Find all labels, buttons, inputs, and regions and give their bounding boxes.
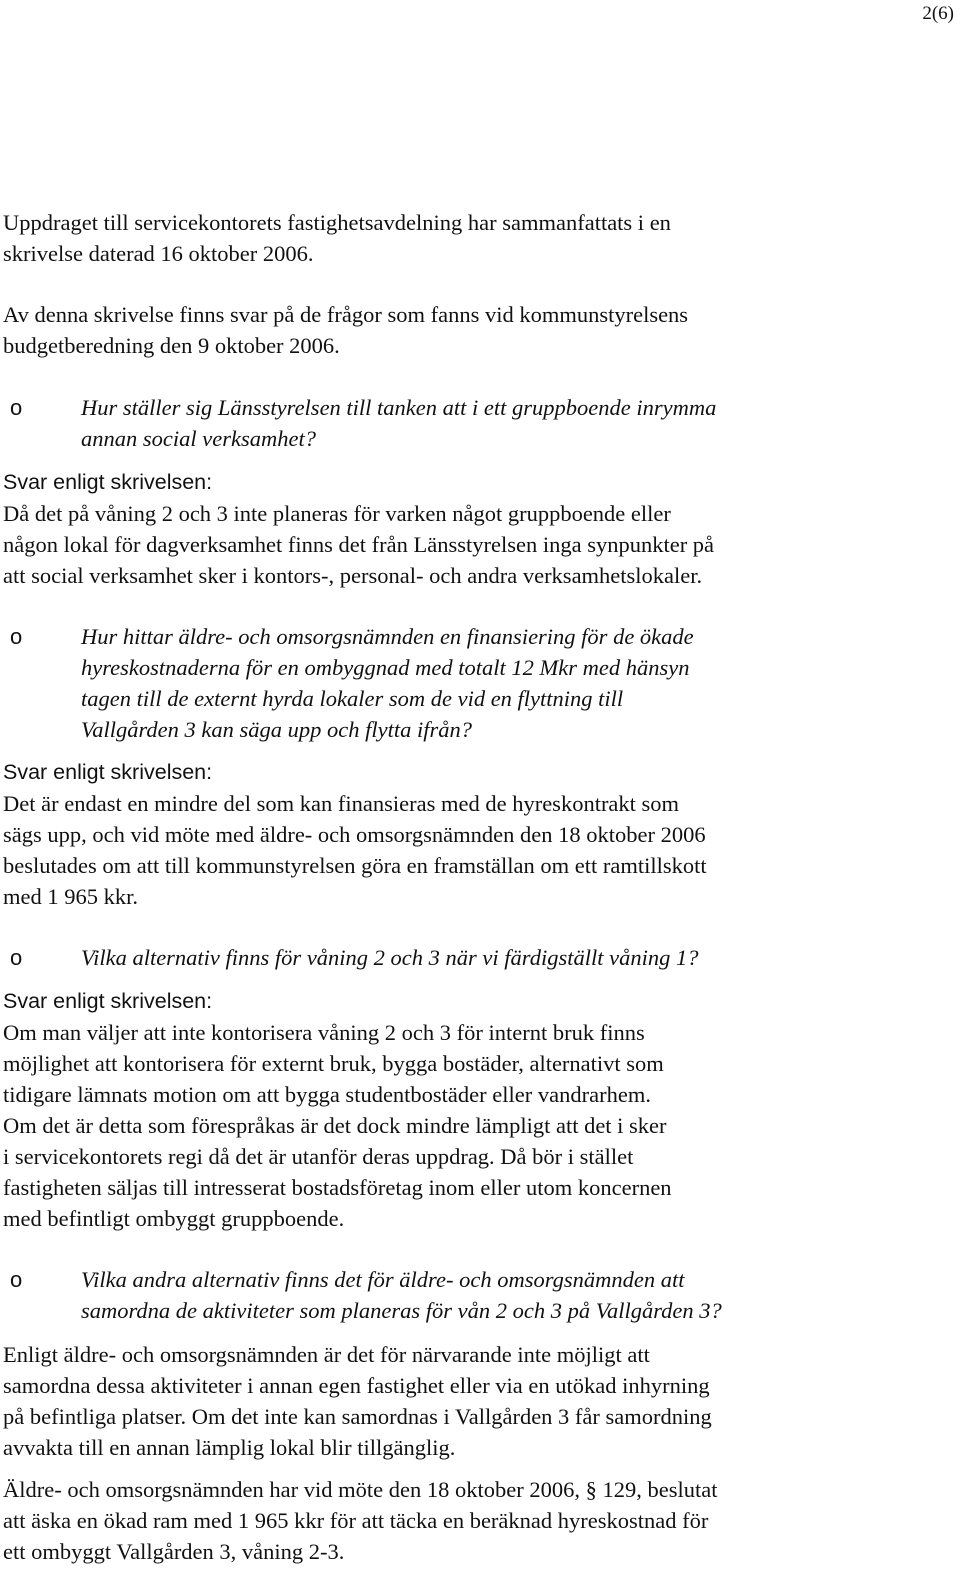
answer-4: Enligt äldre- och omsorgsnämnden är det för närvarande inte möjligt att samordna dessa aktiviteter i annan egen fastighet eller via en utökad inhyrning på befintliga platser. Om det inte kan samordnas i Vallgården 3 får samordning avvakta till en annan lämplig lokal blir tillgänglig. [3,1342,712,1460]
answer-2: Det är endast en mindre del som kan finansieras med de hyreskontrakt som sägs upp, och vid möte med äldre- och omsorgsnämnden den 18 oktober 2006 beslutades om att till kommunstyrelsen göra en framställan om ett ramtillskott med 1 965 kkr. [3,791,707,909]
bullet-marker-icon: o [10,1267,23,1292]
bullet-marker-icon: o [10,395,23,420]
answer-label-1: Svar enligt skrivelsen: [3,470,213,494]
answer-1: Då det på våning 2 och 3 inte planeras för varken något gruppboende eller någon lokal för dagverksamhet finns det från Länsstyrelsen inga synpunkter på att social verksamhet sker i kontors-, personal- och andra verksamhetslokaler. [3,501,715,588]
context-paragraph: Av denna skrivelse finns svar på de frågor som fanns vid kommunstyrelsens budgetberedning den 9 oktober 2006. [3,302,689,358]
answer-3: Om man väljer att inte kontorisera våning 2 och 3 för internt bruk finns möjlighet att kontorisera för externt bruk, bygga bostäder, alternativt som tidigare lämnats motion om att bygga studentbostäder eller vandrarhem. Om det är detta som förespråkas är det dock mindre lämpligt att det i sker i servicekontorets regi då det är utanför deras uppdrag. Då bör i stället fastigheten säljas till intresserat bostadsföretag inom eller utom koncernen med befintligt ombyggt gruppboende. [3,1020,672,1231]
answer-label-2: Svar enligt skrivelsen: [3,760,213,784]
question-4-text: Vilka andra alternativ finns det för äldre- och omsorgsnämnden att samordna de aktiviteter som planeras för vån 2 och 3 på Vallgården 3? [81,1267,722,1323]
question-1-text: Hur ställer sig Länsstyrelsen till tanken att i ett gruppboende inrymma annan social verksamhet? [81,395,717,451]
decision-paragraph: Äldre- och omsorgsnämnden har vid möte den 18 oktober 2006, § 129, beslutat att äska en ökad ram med 1 965 kkr för att täcka en beräknad hyreskostnad för ett ombyggt Vallgården 3, våning 2-3. [3,1477,718,1564]
bullet-marker-icon: o [10,945,23,970]
bullet-marker-icon: o [10,624,23,649]
question-3-text: Vilka alternativ finns för våning 2 och 3 när vi färdigställt våning 1? [81,945,699,970]
intro-paragraph: Uppdraget till servicekontorets fastighetsavdelning har sammanfattats i en skrivelse daterad 16 oktober 2006. [3,210,671,266]
question-2-text: Hur hittar äldre- och omsorgsnämnden en finansiering för de ökade hyreskostnaderna för en ombyggnad med totalt 12 Mkr med hänsyn tagen till de externt hyrda lokaler som de vid en flyttning till Vallgården 3 kan säga upp och flytta ifrån? [81,624,694,742]
answer-label-3: Svar enligt skrivelsen: [3,989,213,1013]
page-number: 2(6) [922,3,954,24]
